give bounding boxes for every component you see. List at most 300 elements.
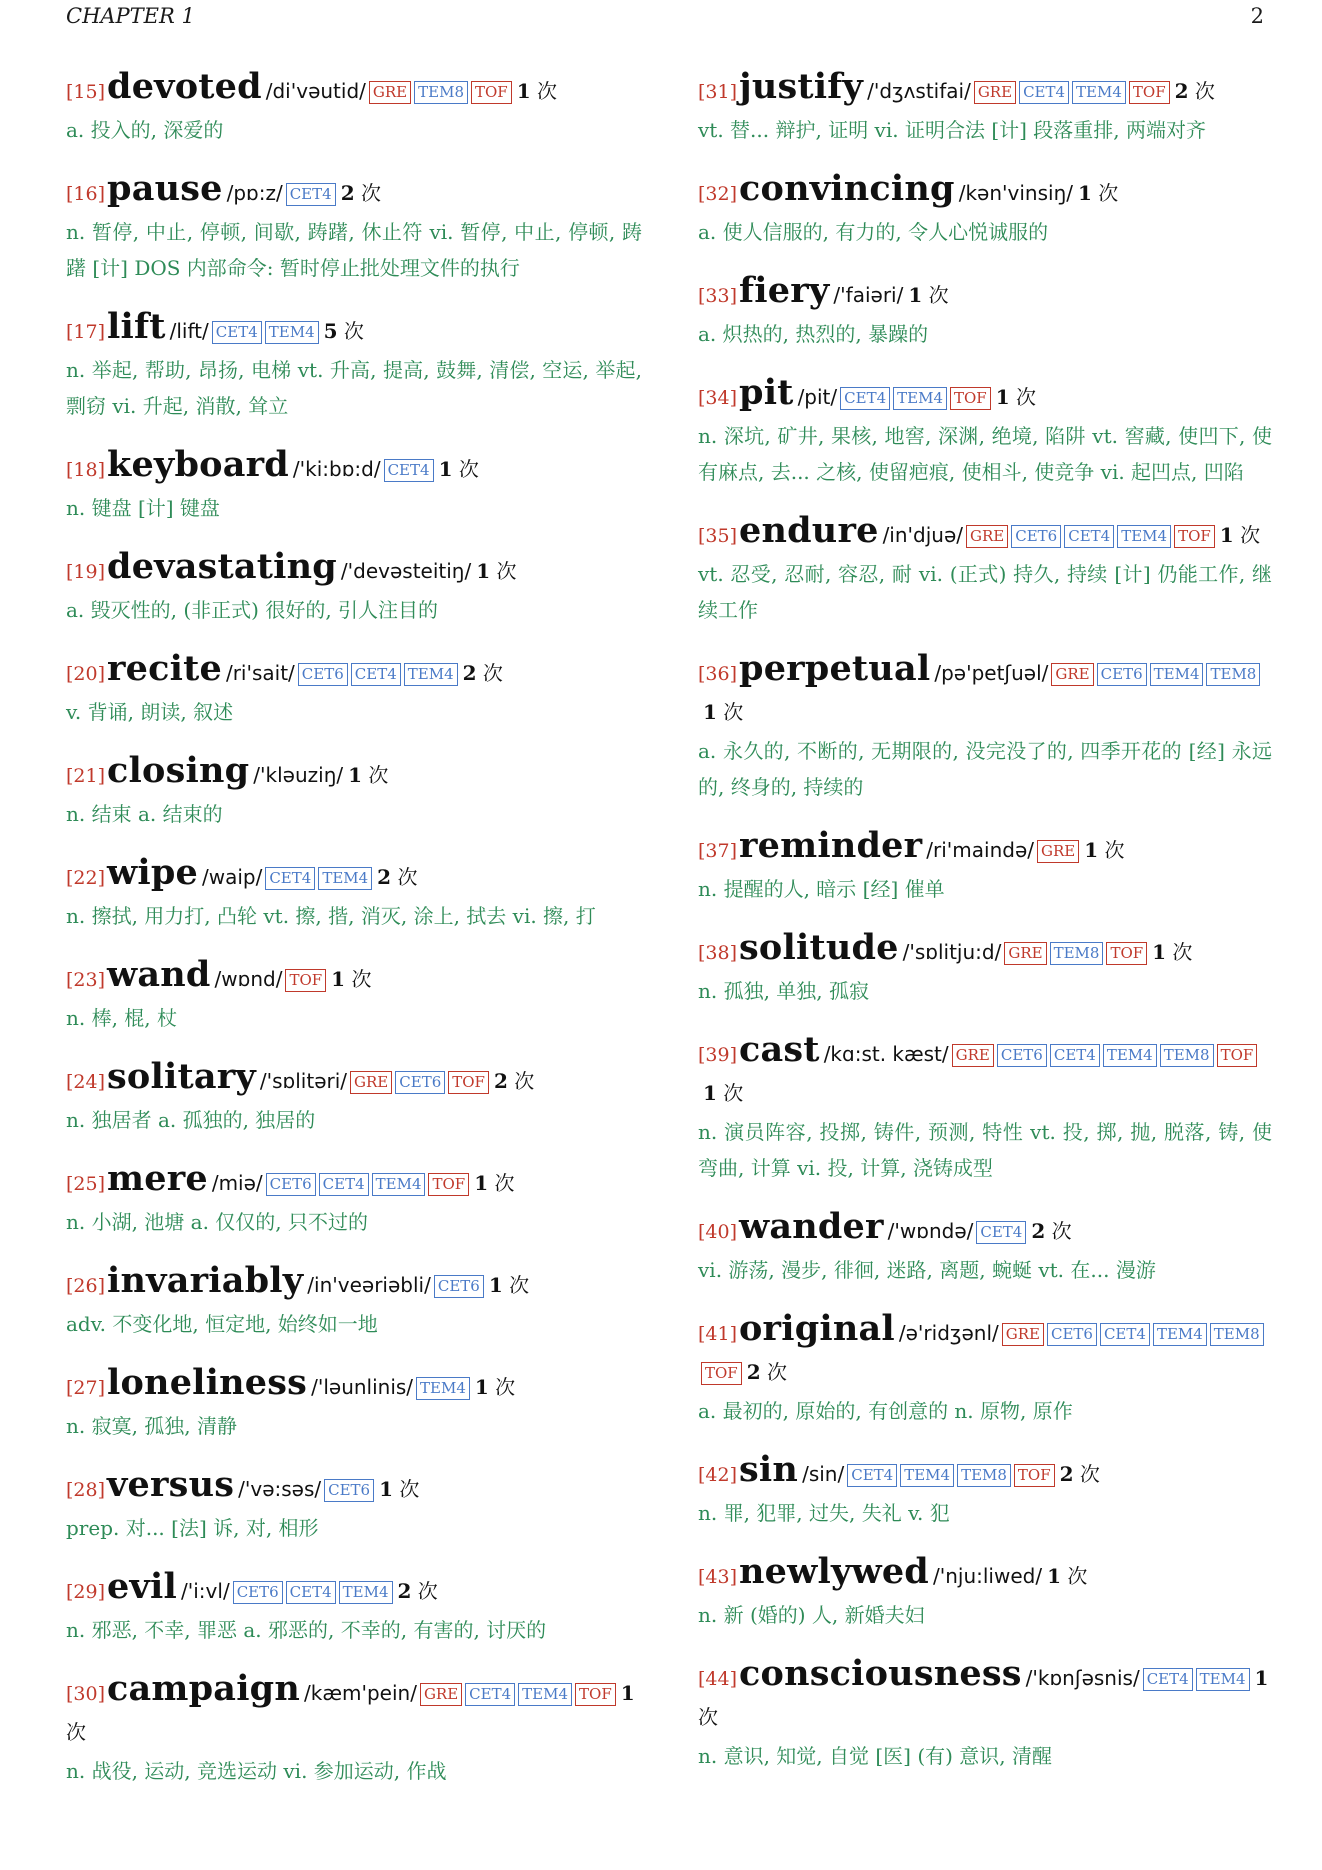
exam-tag: TEM8 xyxy=(1210,1323,1264,1346)
exam-tag: TEM8 xyxy=(1206,663,1260,686)
exam-tag: TEM4 xyxy=(1072,81,1126,104)
exam-tag: CET6 xyxy=(1047,1323,1097,1346)
frequency-count: 2 次 xyxy=(1059,1462,1100,1486)
headword-line xyxy=(66,68,642,111)
exam-tag: CET4 xyxy=(265,867,315,890)
vocab-entry xyxy=(66,1058,642,1138)
vocab-entry xyxy=(698,1208,1272,1288)
headword-line xyxy=(698,650,1272,732)
headword-line xyxy=(698,1310,1272,1392)
frequency-count: 1 次 xyxy=(1219,523,1261,547)
vocab-entry xyxy=(66,308,642,424)
headword-line xyxy=(698,170,1272,213)
count-number: 2 xyxy=(1174,79,1189,103)
entry-number: [35] xyxy=(698,525,738,547)
headword-line xyxy=(698,1655,1272,1737)
pronunciation: /kæm'pein/ xyxy=(304,1681,417,1705)
definition: n. 棒, 棍, 杖 xyxy=(66,1006,178,1030)
frequency-count: 1 次 xyxy=(474,1171,515,1195)
exam-tag: TEM4 xyxy=(518,1683,572,1706)
frequency-count: 1 次 xyxy=(379,1477,420,1501)
entry-number: [43] xyxy=(698,1566,738,1588)
exam-tag: CET4 xyxy=(1064,525,1114,548)
entry-number: [17] xyxy=(66,321,106,343)
definition: a. 炽热的, 热烈的, 暴躁的 xyxy=(698,322,929,346)
page-header xyxy=(66,2,1264,30)
pronunciation: /ri'sait/ xyxy=(225,661,295,685)
count-number: 1 xyxy=(348,763,363,787)
count-number: 1 xyxy=(1047,1564,1061,1588)
pronunciation: /pɒ:z/ xyxy=(226,181,283,205)
pronunciation: /'i:vl/ xyxy=(181,1579,230,1603)
exam-tag: GRE xyxy=(1051,663,1093,686)
pronunciation: /ə'ridʒənl/ xyxy=(898,1321,999,1345)
count-number: 1 xyxy=(438,457,453,481)
headword: loneliness xyxy=(107,1362,308,1403)
definition: a. 永久的, 不断的, 无期限的, 没完没了的, 四季开花的 [经] 永远的, 终身的, 持续的 xyxy=(698,739,1272,799)
exam-tag: CET6 xyxy=(1097,663,1147,686)
headword: convincing xyxy=(739,168,955,209)
headword-line xyxy=(698,68,1272,111)
frequency-count: 1 次 xyxy=(438,457,479,481)
exam-tag: CET6 xyxy=(233,1581,283,1604)
headword-line xyxy=(66,650,642,693)
headword: sin xyxy=(739,1449,799,1490)
entry-number: [40] xyxy=(698,1221,738,1243)
frequency-count: 1 次 xyxy=(331,967,372,991)
headword: pit xyxy=(739,372,794,413)
frequency-count: 1 次 xyxy=(995,385,1036,409)
frequency-count: 1 次 xyxy=(703,700,744,724)
count-number: 1 xyxy=(1078,181,1092,205)
headword: newlywed xyxy=(739,1551,929,1592)
pronunciation: /'sɒlitju:d/ xyxy=(902,940,1002,964)
headword-line xyxy=(66,548,642,591)
definition: vt. 替... 辩护, 证明 vi. 证明合法 [计] 段落重排, 两端对齐 xyxy=(698,118,1206,142)
pronunciation: /'dʒʌstifai/ xyxy=(867,79,971,103)
exam-tag: TOF xyxy=(471,81,512,104)
headword-line xyxy=(698,272,1272,315)
definition: n. 键盘 [计] 键盘 xyxy=(66,496,220,520)
count-number: 1 xyxy=(488,1273,503,1297)
exam-tag: TEM4 xyxy=(893,387,947,410)
exam-tag: CET4 xyxy=(286,183,336,206)
headword: keyboard xyxy=(107,444,289,485)
definition: n. 战役, 运动, 竞选运动 vi. 参加运动, 作战 xyxy=(66,1759,447,1783)
count-number: 1 xyxy=(1152,940,1167,964)
count-number: 1 xyxy=(620,1681,635,1705)
entry-number: [34] xyxy=(698,387,738,409)
vocab-entry xyxy=(66,1670,642,1789)
headword: evil xyxy=(107,1566,178,1607)
entry-number: [30] xyxy=(66,1683,106,1705)
definition: n. 邪恶, 不幸, 罪恶 a. 邪恶的, 不幸的, 有害的, 讨厌的 xyxy=(66,1618,547,1642)
vocab-entry xyxy=(698,1310,1272,1429)
count-number: 1 xyxy=(379,1477,394,1501)
pronunciation: /'nju:liwed/ xyxy=(932,1564,1043,1588)
definition: v. 背诵, 朗读, 叙述 xyxy=(66,700,234,724)
exam-tag: GRE xyxy=(966,525,1008,548)
count-number: 1 xyxy=(908,283,923,307)
pronunciation: /kən'vinsiŋ/ xyxy=(958,181,1073,205)
exam-tag: CET4 xyxy=(1050,1044,1100,1067)
pronunciation: /sin/ xyxy=(802,1462,845,1486)
entry-number: [26] xyxy=(66,1275,106,1297)
entry-number: [24] xyxy=(66,1071,106,1093)
frequency-count: 1 次 xyxy=(476,559,517,583)
count-number: 1 xyxy=(1254,1666,1269,1690)
headword: perpetual xyxy=(739,648,931,689)
headword-line xyxy=(698,512,1272,555)
definition: a. 投入的, 深爱的 xyxy=(66,118,224,142)
frequency-count: 1 次 xyxy=(348,763,389,787)
headword: devoted xyxy=(107,66,262,107)
vocab-entry xyxy=(698,1451,1272,1531)
vocab-entry xyxy=(66,1160,642,1240)
entry-number: [28] xyxy=(66,1479,106,1501)
left-column xyxy=(66,68,642,1789)
headword-line xyxy=(66,1670,642,1752)
headword-line xyxy=(66,1568,642,1611)
frequency-count: 1 次 xyxy=(703,1081,744,1105)
frequency-count: 1 次 xyxy=(1047,1564,1088,1588)
headword: justify xyxy=(739,66,864,107)
exam-tag: TEM4 xyxy=(318,867,372,890)
entry-number: [44] xyxy=(698,1668,738,1690)
vocab-entry xyxy=(66,854,642,934)
exam-tag: TOF xyxy=(1217,1044,1258,1067)
definition: n. 深坑, 矿井, 果核, 地窖, 深渊, 绝境, 陷阱 vt. 窖藏, 使凹下, 使有麻点, 去... 之核, 使留疤痕, 使相斗, 使竞争 vi. 起凹点, 凹陷 xyxy=(698,424,1272,484)
exam-tag: TEM8 xyxy=(1050,942,1104,965)
vocab-entry xyxy=(698,170,1272,250)
exam-tag: CET4 xyxy=(847,1464,897,1487)
headword-line xyxy=(698,929,1272,972)
exam-tag: TOF xyxy=(448,1071,489,1094)
vocab-entry xyxy=(66,1262,642,1342)
headword: devastating xyxy=(107,546,337,587)
definition: n. 新 (婚的) 人, 新婚夫妇 xyxy=(698,1603,925,1627)
count-number: 2 xyxy=(1031,1219,1046,1243)
entry-number: [29] xyxy=(66,1581,106,1603)
headword-line xyxy=(66,752,642,795)
pronunciation: /ri'maində/ xyxy=(926,838,1035,862)
entry-number: [33] xyxy=(698,285,738,307)
vocab-entry xyxy=(698,512,1272,628)
definition: n. 罪, 犯罪, 过失, 失礼 v. 犯 xyxy=(698,1501,950,1525)
count-number: 1 xyxy=(476,559,491,583)
entry-number: [19] xyxy=(66,561,106,583)
vocab-entry xyxy=(66,1364,642,1444)
vocab-entry xyxy=(66,548,642,628)
count-number: 1 xyxy=(1219,523,1234,547)
headword: campaign xyxy=(107,1668,301,1709)
definition: n. 擦拭, 用力打, 凸轮 vt. 擦, 揩, 消灭, 涂上, 拭去 vi. 擦, 打 xyxy=(66,904,596,928)
pronunciation: /wɒnd/ xyxy=(214,967,283,991)
exam-tag: TEM4 xyxy=(1196,1668,1250,1691)
entry-number: [20] xyxy=(66,663,106,685)
entry-number: [36] xyxy=(698,663,738,685)
exam-tag: GRE xyxy=(1004,942,1046,965)
definition: vt. 忍受, 忍耐, 容忍, 耐 vi. (正式) 持久, 持续 [计] 仍能工作, 继续工作 xyxy=(698,562,1272,622)
exam-tag: CET4 xyxy=(1100,1323,1150,1346)
count-number: 1 xyxy=(474,1171,489,1195)
entry-number: [15] xyxy=(66,81,106,103)
vocab-entry xyxy=(66,650,642,730)
vocab-entry xyxy=(66,446,642,526)
right-column xyxy=(698,68,1272,1774)
definition: a. 使人信服的, 有力的, 令人心悦诚服的 xyxy=(698,220,1049,244)
entry-number: [23] xyxy=(66,969,106,991)
pronunciation: /'ki:bɒ:d/ xyxy=(292,457,381,481)
exam-tag: CET6 xyxy=(324,1479,374,1502)
definition: a. 最初的, 原始的, 有创意的 n. 原物, 原作 xyxy=(698,1399,1073,1423)
exam-tag: CET4 xyxy=(286,1581,336,1604)
count-number: 2 xyxy=(377,865,392,889)
vocab-entry xyxy=(66,752,642,832)
frequency-count: 1 次 xyxy=(698,1666,1269,1729)
headword: solitary xyxy=(107,1056,256,1097)
count-number: 2 xyxy=(493,1069,508,1093)
exam-tag: TEM4 xyxy=(265,321,319,344)
vocab-entry xyxy=(698,272,1272,352)
definition: n. 演员阵容, 投掷, 铸件, 预测, 特性 vt. 投, 掷, 抛, 脱落, 铸, 使弯曲, 计算 vi. 投, 计算, 浇铸成型 xyxy=(698,1120,1272,1180)
exam-tag: TEM4 xyxy=(404,663,458,686)
definition: adv. 不变化地, 恒定地, 始终如一地 xyxy=(66,1312,378,1336)
frequency-count: 1 次 xyxy=(908,283,949,307)
definition: n. 独居者 a. 孤独的, 独居的 xyxy=(66,1108,316,1132)
pronunciation: /di'vəutid/ xyxy=(265,79,366,103)
headword-line xyxy=(66,446,642,489)
entry-number: [42] xyxy=(698,1464,738,1486)
headword-line xyxy=(66,308,642,351)
pronunciation: /'wɒndə/ xyxy=(887,1219,974,1243)
headword-line xyxy=(698,1451,1272,1494)
exam-tag: CET6 xyxy=(434,1275,484,1298)
count-number: 1 xyxy=(1084,838,1099,862)
exam-tag: TOF xyxy=(701,1362,742,1385)
headword: mere xyxy=(107,1158,208,1199)
vocab-entry xyxy=(66,170,642,286)
headword: lift xyxy=(107,306,166,347)
pronunciation: /'faiəri/ xyxy=(833,283,904,307)
headword-line xyxy=(66,854,642,897)
exam-tag: TOF xyxy=(1014,1464,1055,1487)
frequency-count: 2 次 xyxy=(340,181,381,205)
frequency-count: 2 次 xyxy=(1174,79,1215,103)
exam-tag: CET4 xyxy=(384,459,434,482)
exam-tag: CET4 xyxy=(465,1683,515,1706)
headword: cast xyxy=(739,1029,820,1070)
frequency-count: 5 次 xyxy=(323,319,364,343)
entry-number: [25] xyxy=(66,1173,106,1195)
exam-tag: GRE xyxy=(1002,1323,1044,1346)
vocab-entry xyxy=(698,827,1272,907)
headword: wipe xyxy=(107,852,198,893)
pronunciation: /waip/ xyxy=(201,865,263,889)
vocab-entry xyxy=(698,1031,1272,1186)
exam-tag: TEM8 xyxy=(957,1464,1011,1487)
frequency-count: 2 次 xyxy=(377,865,418,889)
entry-number: [38] xyxy=(698,942,738,964)
frequency-count: 1 次 xyxy=(66,1681,635,1744)
frequency-count: 1 次 xyxy=(1152,940,1193,964)
count-number: 1 xyxy=(703,700,717,724)
pronunciation: /'devəsteitiŋ/ xyxy=(340,559,472,583)
headword-line xyxy=(698,827,1272,870)
definition: n. 暂停, 中止, 停顿, 间歇, 踌躇, 休止符 vi. 暂停, 中止, 停顿, 踌躇 [计] DOS 内部命令: 暂时停止批处理文件的执行 xyxy=(66,220,642,280)
exam-tag: CET6 xyxy=(1011,525,1061,548)
frequency-count: 2 次 xyxy=(462,661,503,685)
frequency-count: 2 次 xyxy=(397,1579,438,1603)
count-number: 1 xyxy=(703,1081,717,1105)
count-number: 1 xyxy=(474,1375,489,1399)
headword-line xyxy=(698,1553,1272,1596)
pronunciation: /in'djuə/ xyxy=(882,523,964,547)
pronunciation: /miə/ xyxy=(211,1171,263,1195)
exam-tag: CET4 xyxy=(212,321,262,344)
definition: prep. 对... [法] 诉, 对, 相形 xyxy=(66,1516,319,1540)
vocab-entry xyxy=(698,650,1272,805)
vocab-entry xyxy=(698,929,1272,1009)
definition: n. 结束 a. 结束的 xyxy=(66,802,223,826)
headword: wand xyxy=(107,954,211,995)
vocab-entry xyxy=(698,374,1272,490)
pronunciation: /kɑ:st. kæst/ xyxy=(823,1042,949,1066)
pronunciation: /'sɒlitəri/ xyxy=(259,1069,348,1093)
entry-number: [22] xyxy=(66,867,106,889)
headword-line xyxy=(66,170,642,213)
frequency-count: 1 次 xyxy=(1084,838,1125,862)
exam-tag: TEM4 xyxy=(372,1173,426,1196)
frequency-count: 1 次 xyxy=(488,1273,530,1297)
pronunciation: /'kləuziŋ/ xyxy=(253,763,344,787)
exam-tag: TEM4 xyxy=(416,1377,470,1400)
exam-tag: TOF xyxy=(428,1173,469,1196)
headword-line xyxy=(698,1031,1272,1113)
headword-line xyxy=(66,956,642,999)
frequency-count: 2 次 xyxy=(493,1069,535,1093)
headword-line xyxy=(66,1466,642,1509)
exam-tag: TEM4 xyxy=(900,1464,954,1487)
definition: a. 毁灭性的, (非正式) 很好的, 引人注目的 xyxy=(66,598,439,622)
vocab-entry xyxy=(66,68,642,148)
exam-tag: TOF xyxy=(950,387,991,410)
entry-number: [27] xyxy=(66,1377,106,1399)
vocab-entry xyxy=(698,1655,1272,1774)
exam-tag: CET4 xyxy=(840,387,890,410)
exam-tag: CET6 xyxy=(266,1173,316,1196)
pronunciation: /'ləunlinis/ xyxy=(311,1375,414,1399)
headword-line xyxy=(698,374,1272,417)
page-number: 2 xyxy=(1250,4,1264,28)
exam-tag: GRE xyxy=(369,81,411,104)
exam-tag: TOF xyxy=(1174,525,1215,548)
exam-tag: GRE xyxy=(350,1071,392,1094)
pronunciation: /pit/ xyxy=(797,385,838,409)
vocab-entry xyxy=(66,956,642,1036)
entry-number: [31] xyxy=(698,81,738,103)
headword-line xyxy=(66,1160,642,1203)
exam-tag: TOF xyxy=(285,969,326,992)
chapter-title: CHAPTER 1 xyxy=(66,4,195,28)
vocab-entry xyxy=(66,1568,642,1648)
exam-tag: TOF xyxy=(575,1683,616,1706)
exam-tag: CET6 xyxy=(997,1044,1047,1067)
frequency-count: 1 次 xyxy=(474,1375,516,1399)
vocab-entry xyxy=(698,68,1272,148)
vocab-entry xyxy=(698,1553,1272,1633)
pronunciation: /lift/ xyxy=(169,319,209,343)
entry-number: [16] xyxy=(66,183,106,205)
pronunciation: /pə'petʃuəl/ xyxy=(934,661,1049,685)
exam-tag: GRE xyxy=(952,1044,994,1067)
headword: solitude xyxy=(739,927,899,968)
definition: vi. 游荡, 漫步, 徘徊, 迷路, 离题, 蜿蜒 vt. 在... 漫游 xyxy=(698,1258,1156,1282)
definition: n. 寂寞, 孤独, 清静 xyxy=(66,1414,238,1438)
vocab-entry xyxy=(66,1466,642,1546)
frequency-count: 2 次 xyxy=(746,1360,787,1384)
count-number: 2 xyxy=(397,1579,412,1603)
exam-tag: TEM4 xyxy=(339,1581,393,1604)
headword: original xyxy=(739,1308,895,1349)
exam-tag: TEM4 xyxy=(1150,663,1204,686)
headword-line xyxy=(66,1364,642,1407)
headword: versus xyxy=(107,1464,235,1505)
entry-number: [32] xyxy=(698,183,738,205)
exam-tag: GRE xyxy=(974,81,1016,104)
exam-tag: TOF xyxy=(1129,81,1170,104)
exam-tag: CET4 xyxy=(351,663,401,686)
entry-number: [21] xyxy=(66,765,106,787)
count-number: 2 xyxy=(746,1360,761,1384)
count-number: 1 xyxy=(516,79,531,103)
definition: n. 意识, 知觉, 自觉 [医] (有) 意识, 清醒 xyxy=(698,1744,1053,1768)
pronunciation: /'kɒnʃəsnis/ xyxy=(1025,1666,1140,1690)
exam-tag: TEM4 xyxy=(1117,525,1171,548)
count-number: 5 xyxy=(323,319,338,343)
exam-tag: CET4 xyxy=(1143,1668,1193,1691)
pronunciation: /in'veəriəbli/ xyxy=(307,1273,431,1297)
headword: recite xyxy=(107,648,222,689)
entry-number: [37] xyxy=(698,840,738,862)
headword: invariably xyxy=(107,1260,304,1301)
frequency-count: 1 次 xyxy=(516,79,557,103)
exam-tag: TEM4 xyxy=(1103,1044,1157,1067)
headword: consciousness xyxy=(739,1653,1022,1694)
exam-tag: GRE xyxy=(420,1683,462,1706)
definition: n. 提醒的人, 暗示 [经] 催单 xyxy=(698,877,945,901)
headword-line xyxy=(66,1262,642,1305)
headword: fiery xyxy=(739,270,830,311)
definition: n. 小湖, 池塘 a. 仅仅的, 只不过的 xyxy=(66,1210,369,1234)
count-number: 1 xyxy=(331,967,346,991)
exam-tag: CET4 xyxy=(1019,81,1069,104)
headword: closing xyxy=(107,750,250,791)
exam-tag: GRE xyxy=(1037,840,1079,863)
headword: wander xyxy=(739,1206,884,1247)
count-number: 2 xyxy=(462,661,477,685)
frequency-count: 2 次 xyxy=(1031,1219,1072,1243)
headword: reminder xyxy=(739,825,923,866)
count-number: 2 xyxy=(340,181,355,205)
count-number: 2 xyxy=(1059,1462,1074,1486)
headword: pause xyxy=(107,168,223,209)
exam-tag: CET6 xyxy=(298,663,348,686)
headword-line xyxy=(66,1058,642,1101)
headword-line xyxy=(698,1208,1272,1251)
exam-tag: TEM8 xyxy=(1160,1044,1214,1067)
count-number: 1 xyxy=(995,385,1010,409)
